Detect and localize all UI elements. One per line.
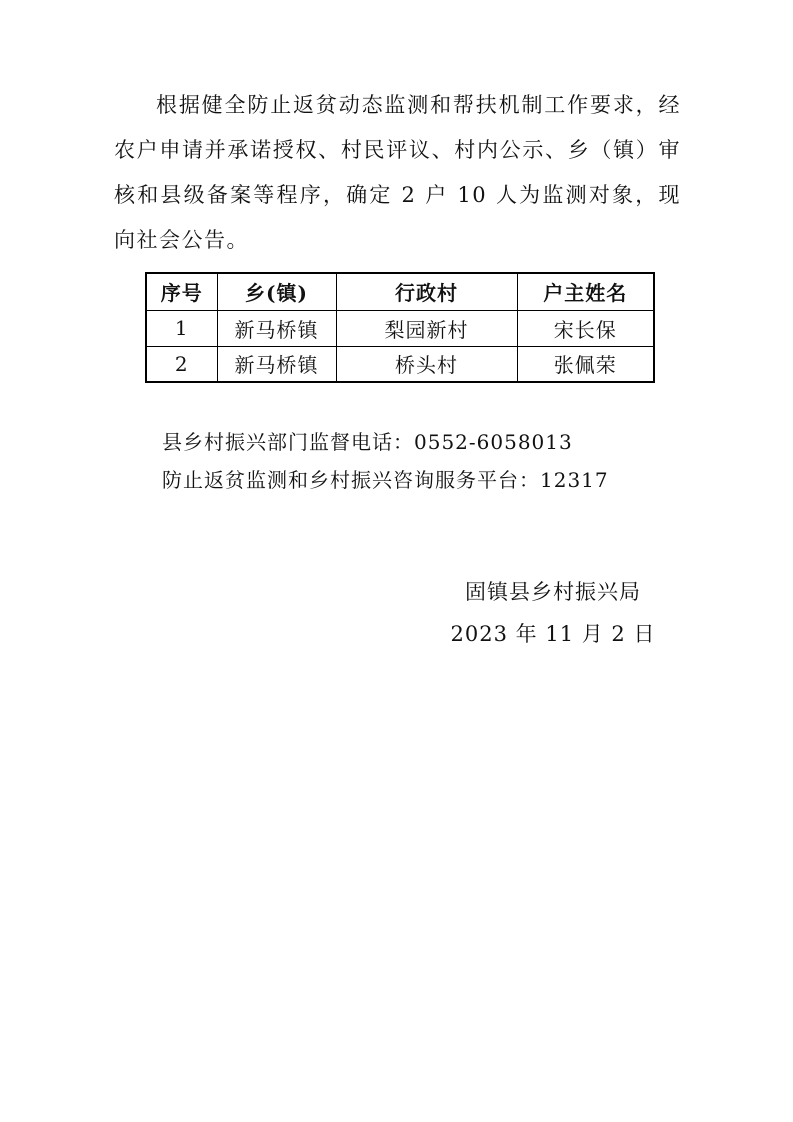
header-cell-householder: 户主姓名 [517,273,654,310]
cell-town: 新马桥镇 [217,310,336,346]
supervision-phone-line: 县乡村振兴部门监督电话：0552-6058013 [162,430,573,454]
announcement-paragraph: 根据健全防止返贫动态监测和帮扶机制工作要求，经农户申请并承诺授权、村民评议、村内公示、乡（镇）审核和县级备案等程序，确定 2 户 10 人为监测对象，现向社会公告。 [114,93,681,252]
table-header-row [146,273,654,310]
cell-seq: 2 [146,346,217,382]
issuer-signature: 固镇县乡村振兴局 [465,580,641,604]
cell-householder: 张佩荣 [517,346,654,382]
header-cell-seq: 序号 [146,273,217,310]
table-row [146,346,654,382]
signature-block [428,571,678,655]
cell-village: 梨园新村 [336,310,517,346]
cell-seq: 1 [146,310,217,346]
header-cell-village: 行政村 [336,273,517,310]
service-platform-line: 防止返贫监测和乡村振兴咨询服务平台：12317 [162,468,609,492]
cell-town: 新马桥镇 [217,346,336,382]
monitoring-objects-table [145,272,655,383]
issue-date: 2023 年 11 月 2 日 [450,622,656,646]
cell-village: 桥头村 [336,346,517,382]
header-cell-town: 乡(镇) [217,273,336,310]
table-row [146,310,654,346]
contact-info [162,423,793,499]
cell-householder: 宋长保 [517,310,654,346]
